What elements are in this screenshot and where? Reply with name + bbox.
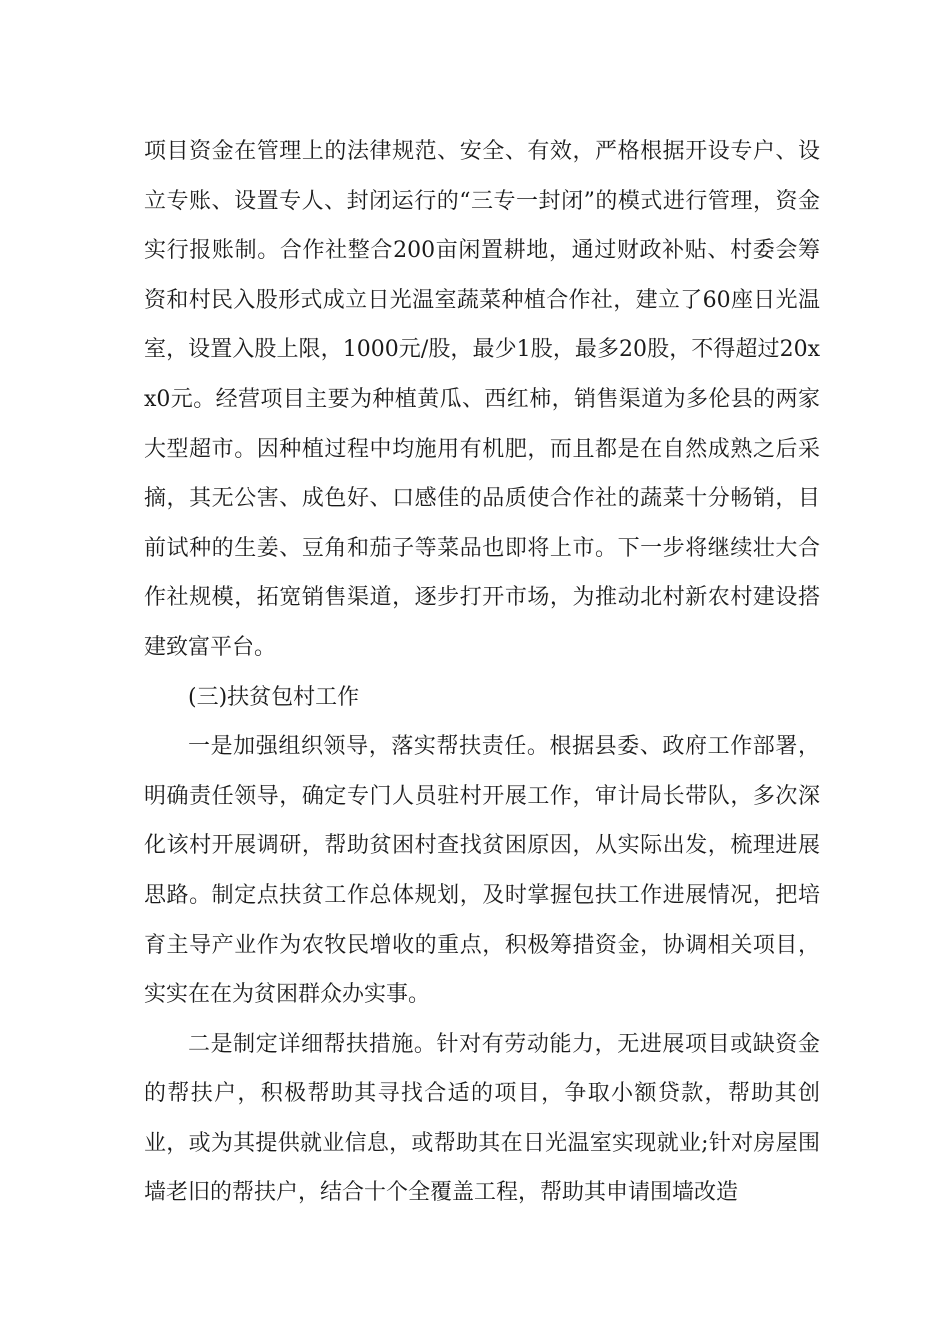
paragraph-project-funds: 项目资金在管理上的法律规范、安全、有效，严格根据开设专户、设立专账、设置专人、封闭运行的“三专一封闭”的模式进行管理，资金实行报账制。合作社整合200亩闲置耕地，通过财政补贴、村委会筹资和村民入股形式成立日光温室蔬菜种植合作社，建立了60座日光温室，设置入股上限，1000元/股，最少1股，最多20股，不得超过20xx0元。经营项目主要为种植黄瓜、西红柿，销售渠道为多伦县的两家大型超市。因种植过程中均施用有机肥，而且都是在自然成熟之后采摘，其无公害、成色好、口感佳的品质使合作社的蔬菜十分畅销，目前试种的生姜、豆角和茄子等菜品也即将上市。下一步将继续壮大合作社规模，拓宽销售渠道，逐步打开市场，为推动北村新农村建设搭建致富平台。 — [144, 139, 820, 660]
section-heading: (三)扶贫包村工作 — [188, 684, 360, 710]
paragraph-organization: 一是加强组织领导，落实帮扶责任。根据县委、政府工作部署，明确责任领导，确定专门人员驻村开展工作，审计局长带队，多次深化该村开展调研，帮助贫困村查找贫困原因，从实际出发，梳理进展思路。制定点扶贫工作总体规划，及时掌握包扶工作进展情况，把培育主导产业作为农牧民增收的重点，积极筹措资金，协调相关项目，实实在在为贫困群众办实事。 — [144, 734, 820, 1008]
document-body — [144, 127, 820, 1218]
paragraph-measures: 二是制定详细帮扶措施。针对有劳动能力，无进展项目或缺资金的帮扶户，积极帮助其寻找合适的项目，争取小额贷款，帮助其创业，或为其提供就业信息，或帮助其在日光温室实现就业;针对房屋围墙老旧的帮扶户，结合十个全覆盖工程，帮助其申请围墙改造 — [144, 1031, 820, 1206]
